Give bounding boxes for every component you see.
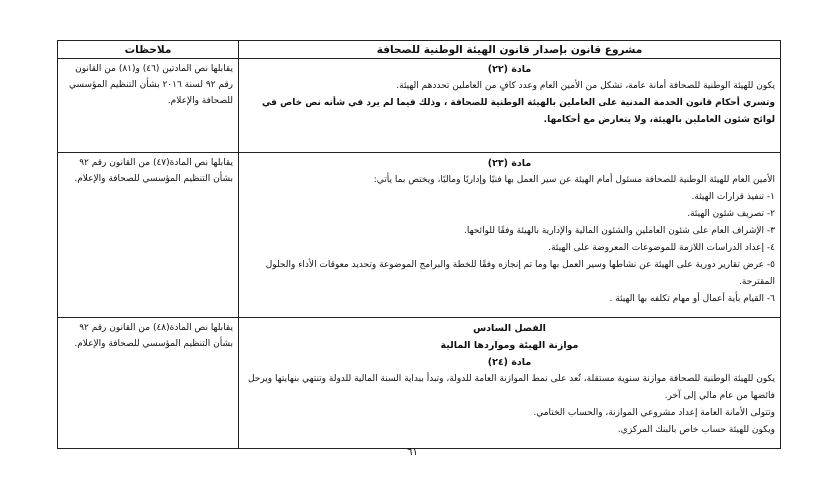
article-paragraph: وتسري أحكام قانون الخدمة المدنية على العاملين بالهيئة الوطنية للصحافة ، وذلك فيما لم يرد في شأنه نص خاص في لوائح شئون العاملين بالهيئة، ولا يتعارض مع أحكامها. xyxy=(261,98,775,125)
article-title: مادة (٢٤) xyxy=(487,357,532,368)
note-cell: يقابلها نص المادة(٤٧) من القانون رقم ٩٢ بشأن التنظيم المؤسسي للصحافة والإعلام. xyxy=(58,153,239,318)
article-cell xyxy=(239,318,781,449)
article-paragraph: وتتولى الأمانة العامة إعداد مشروعي الموازنة، والحساب الختامي. xyxy=(533,408,775,418)
article-title: مادة (٢٣) xyxy=(487,158,532,169)
chapter-subheading: موازنة الهيئة ومواردها المالية xyxy=(440,340,579,351)
table-row xyxy=(58,59,781,153)
table-header-row xyxy=(58,41,781,59)
page-number: ٦١ xyxy=(407,447,418,458)
list-item: ٢- تصريف شئون الهيئة. xyxy=(687,209,775,219)
list-item: ٣- الإشراف العام على شئون العاملين والشئون المالية والإدارية بالهيئة وفقًا للوائحها. xyxy=(464,226,775,236)
main-column-header: مشروع قانون بإصدار قانون الهيئة الوطنية للصحافة xyxy=(239,41,781,59)
list-item: ٤- إعداد الدراسات اللازمة للموضوعات المعروضة على الهيئة. xyxy=(548,243,775,253)
article-intro: الأمين العام للهيئة الوطنية للصحافة مسئول أمام الهيئة عن سير العمل بها فنيًا وإداريًا وماليًا، ويختص بما يأتي: xyxy=(373,175,775,185)
article-cell xyxy=(239,59,781,153)
article-cell xyxy=(239,153,781,318)
note-cell: يقابلها نص المادة(٤٨) من القانون رقم ٩٢ بشأن التنظيم المؤسسي للصحافة والإعلام. xyxy=(58,318,239,449)
article-title: مادة (٢٢) xyxy=(487,64,532,75)
list-item: ١- تنفيذ قرارات الهيئة. xyxy=(691,192,775,202)
list-item: ٥- عرض تقارير دورية على الهيئة عن نشاطها وسير العمل بها وما تم إنجازه وفقًا للخطة والبرامج الموضوعة وتحديد معوقات الأداء والحلول المقترحة. xyxy=(265,260,775,287)
notes-column-header: ملاحظات xyxy=(58,41,239,59)
law-comparison-table xyxy=(57,40,781,449)
note-cell: يقابلها نص المادتين (٤٦) و(٨١) من القانون رقم ٩٢ لسنة ٢٠١٦ بشأن التنظيم المؤسسي للصحافة والإعلام. xyxy=(58,59,239,153)
article-paragraph: يكون للهيئة الوطنية للصحافة موازنة سنوية مستقلة، تُعد على نمط الموازنة العامة للدولة، وتبدأ ببداية السنة المالية للدولة وتنتهي بنهايتها ويرحل فائضها من عام مالي إلى آخر. xyxy=(247,374,775,401)
article-paragraph: يكون للهيئة الوطنية للصحافة أمانة عامة، تشكل من الأمين العام وعدد كافٍ من العاملين تحددهم الهيئة. xyxy=(396,81,775,91)
chapter-heading: الفصل السادس xyxy=(473,323,546,334)
article-paragraph: ويكون للهيئة حساب خاص بالبنك المركزي. xyxy=(617,425,775,435)
table-row xyxy=(58,153,781,318)
table-row xyxy=(58,318,781,449)
list-item: ٦- القيام بأية أعمال أو مهام تكلفه بها الهيئة . xyxy=(609,294,775,304)
